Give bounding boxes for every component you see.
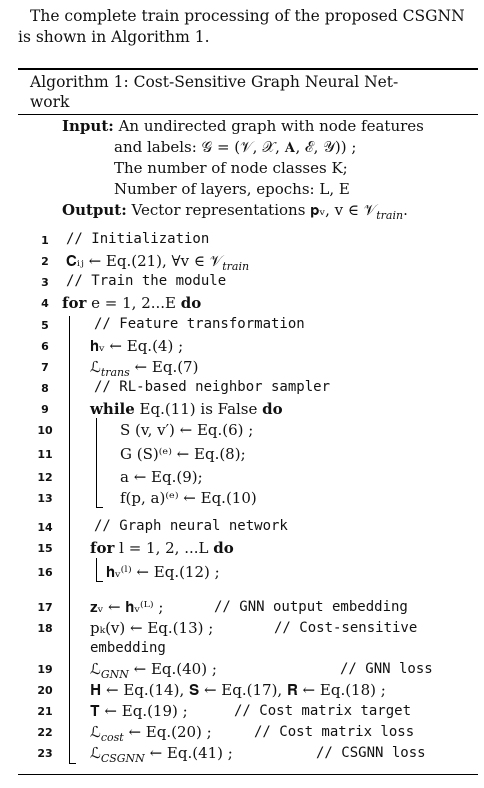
line-number-19: 19 — [37, 663, 53, 676]
algorithm-line-6: 𝐡ᵥ ← Eq.(4) ; — [90, 337, 184, 355]
line-number-8: 8 — [41, 382, 49, 395]
algorithm-line-13: f(p, a)⁽ᵉ⁾ ← Eq.(10) — [120, 489, 257, 507]
algorithm-line-18: pₖ(v) ← Eq.(13) ; — [90, 619, 214, 637]
input-row: Input: An undirected graph with node features — [62, 117, 424, 135]
line-number-12: 12 — [37, 471, 53, 484]
line-comment-19: // GNN loss — [340, 661, 433, 677]
line-comment-22: // Cost matrix loss — [254, 724, 415, 740]
line-number-10: 10 — [37, 424, 53, 437]
line-number-1: 1 — [41, 234, 49, 247]
while-block-bar — [96, 418, 97, 508]
algorithm-bottom-rule — [18, 774, 478, 775]
algorithm-line-14: // Graph neural network — [94, 518, 288, 534]
line-number-16: 16 — [37, 566, 53, 579]
line-number-15: 15 — [37, 542, 53, 555]
line-number-22: 22 — [37, 726, 53, 739]
for-e-block-end — [69, 763, 76, 764]
input-line-3: The number of node classes K; — [114, 159, 348, 177]
line-number-3: 3 — [41, 276, 49, 289]
algorithm-line-5: // Feature transformation — [94, 316, 305, 332]
algorithm-line-22: ℒ$_{cost}$ ← Eq.(20) ; — [90, 723, 212, 744]
line-number-13: 13 — [37, 492, 53, 505]
algorithm-line-23: ℒ$_{CSGNN}$ ← Eq.(41) ; — [90, 744, 233, 765]
for-e-block-bar — [69, 316, 70, 764]
line-number-14: 14 — [37, 521, 53, 534]
line-number-2: 2 — [41, 255, 49, 268]
line-number-21: 21 — [37, 705, 53, 718]
intro-line-2: is shown in Algorithm 1. — [18, 28, 210, 46]
algorithm-line-12: a ← Eq.(9); — [120, 468, 203, 486]
line-number-11: 11 — [37, 448, 53, 461]
line-comment-23: // CSGNN loss — [316, 745, 426, 761]
line-number-20: 20 — [37, 684, 53, 697]
line-comment-cont-18: embedding — [90, 640, 166, 656]
algorithm-line-3: // Train the module — [66, 273, 227, 289]
line-number-17: 17 — [37, 601, 53, 614]
input-line-4: Number of layers, epochs: L, E — [114, 180, 350, 198]
input-line-2: and labels: 𝒢 = (𝒱, 𝒳, 𝐀, ℰ, 𝒴)) ; — [114, 138, 357, 156]
algorithm-line-16: 𝐡ᵥ⁽ˡ⁾ ← Eq.(12) ; — [106, 563, 220, 581]
line-comment-17: // GNN output embedding — [214, 599, 408, 615]
algorithm-title-cont: work — [30, 93, 70, 111]
algorithm-line-4: for e = 1, 2...E do — [62, 294, 202, 312]
algorithm-title: Algorithm 1: Cost-Sensitive Graph Neural Net- — [30, 73, 399, 91]
while-block-end — [96, 507, 103, 508]
algorithm-top-rule — [18, 68, 478, 70]
algorithm-line-15: for l = 1, 2, ...L do — [90, 539, 234, 557]
output-row: Output: Vector representations 𝐩ᵥ, v ∈ 𝒱$_{train}$. — [62, 201, 408, 222]
algorithm-line-10: S (v, v′) ← Eq.(6) ; — [120, 421, 254, 439]
algorithm-line-19: ℒ$_{GNN}$ ← Eq.(40) ; — [90, 660, 217, 681]
algorithm-line-1: // Initialization — [66, 231, 210, 247]
line-number-23: 23 — [37, 747, 53, 760]
algorithm-line-11: G (S)⁽ᵉ⁾ ← Eq.(8); — [120, 445, 246, 463]
algorithm-line-7: ℒ$_{trans}$ ← Eq.(7) — [90, 358, 199, 379]
line-number-4: 4 — [41, 297, 49, 310]
algorithm-line-2: 𝐂ᵢⱼ ← Eq.(21), ∀v ∈ 𝒱$_{train}$ — [66, 252, 250, 273]
line-comment-18: // Cost-sensitive — [274, 620, 418, 636]
line-number-9: 9 — [41, 403, 49, 416]
line-number-7: 7 — [41, 361, 49, 374]
algorithm-line-8: // RL-based neighbor sampler — [94, 379, 331, 395]
line-comment-21: // Cost matrix target — [234, 703, 412, 719]
line-number-6: 6 — [41, 340, 49, 353]
algorithm-mid-rule — [18, 114, 478, 115]
line-number-5: 5 — [41, 319, 49, 332]
algorithm-line-20: 𝐇 ← Eq.(14), 𝐒 ← Eq.(17), 𝐑 ← Eq.(18) ; — [90, 681, 386, 699]
algorithm-line-9: while Eq.(11) is False do — [90, 400, 283, 418]
algorithm-line-21: 𝐓 ← Eq.(19) ; — [90, 702, 188, 720]
line-number-18: 18 — [37, 622, 53, 635]
intro-line-1: The complete train processing of the proposed CSGNN — [30, 7, 465, 25]
for-l-block-end — [96, 581, 103, 582]
for-l-block-bar — [96, 558, 97, 582]
algorithm-line-17: 𝐳ᵥ ← 𝐡ᵥ⁽ᴸ⁾ ; — [90, 598, 164, 616]
